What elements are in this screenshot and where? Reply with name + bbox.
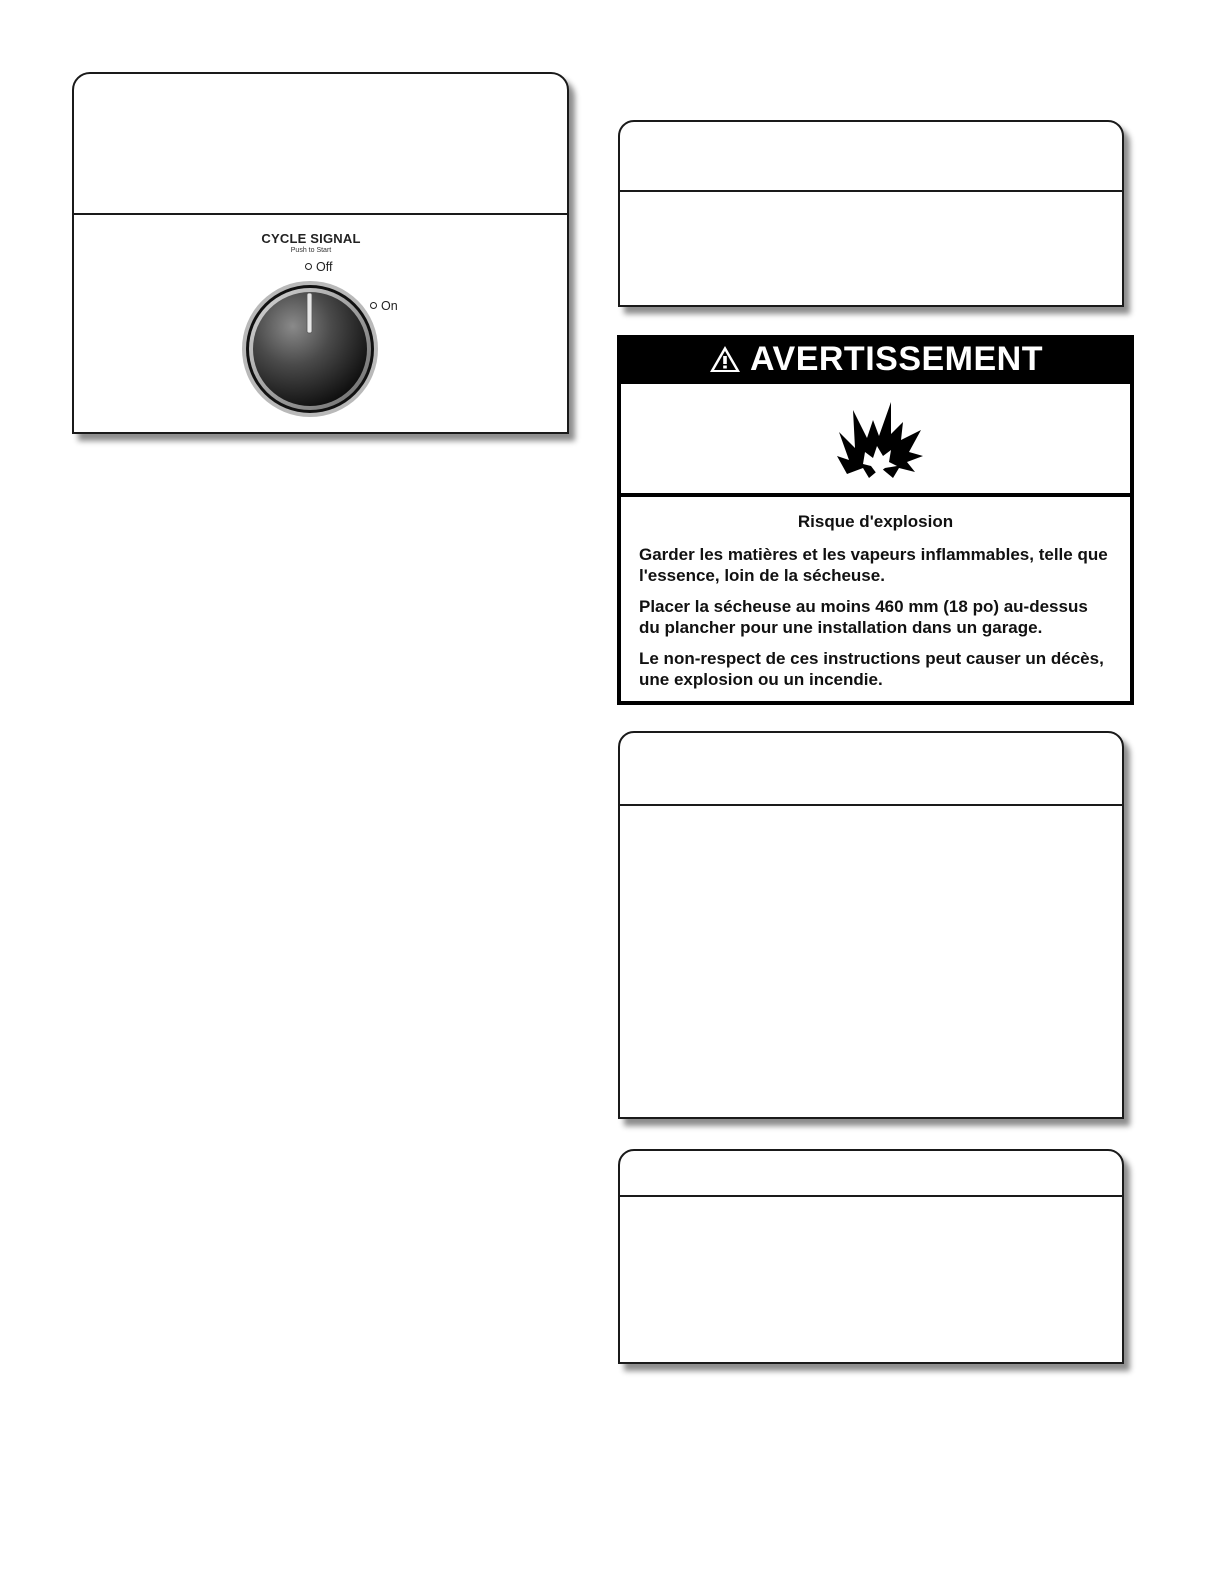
cycle-signal-panel bbox=[72, 72, 569, 434]
info-card-top bbox=[618, 120, 1124, 307]
warning-header bbox=[617, 335, 1134, 383]
card-divider bbox=[620, 804, 1122, 806]
risk-title: Risque d'explosion bbox=[797, 512, 954, 531]
warning-title: AVERTISSEMENT bbox=[749, 339, 1043, 378]
cycle-signal-knob[interactable] bbox=[240, 279, 380, 419]
warning-paragraph: Placer la sécheuse au moins 460 mm (18 po) au-dessus du plancher pour une installation dans un garage. bbox=[639, 597, 1088, 637]
warning-box bbox=[617, 335, 1134, 705]
explosion-icon bbox=[829, 394, 929, 484]
option-off-label: Off bbox=[316, 260, 333, 274]
option-off bbox=[305, 260, 332, 274]
warning-paragraph: Garder les matières et les vapeurs inflammables, telle que l'essence, loin de la sécheuse. bbox=[639, 545, 1108, 585]
off-indicator-icon bbox=[305, 263, 312, 270]
warning-body bbox=[621, 497, 1130, 701]
warning-icon-area bbox=[621, 384, 1130, 493]
card-divider bbox=[620, 190, 1122, 192]
panel-divider bbox=[74, 213, 567, 215]
info-card-middle bbox=[618, 731, 1124, 1119]
cycle-signal-title: CYCLE SIGNAL bbox=[261, 231, 361, 246]
option-on-label: On bbox=[381, 299, 398, 313]
warning-triangle-icon bbox=[708, 344, 742, 374]
info-card-bottom bbox=[618, 1149, 1124, 1364]
warning-paragraph: Le non-respect de ces instructions peut causer un décès, une explosion ou un incendie. bbox=[639, 649, 1104, 689]
cycle-signal-subtitle: Push to Start bbox=[290, 247, 332, 254]
card-divider bbox=[620, 1195, 1122, 1197]
